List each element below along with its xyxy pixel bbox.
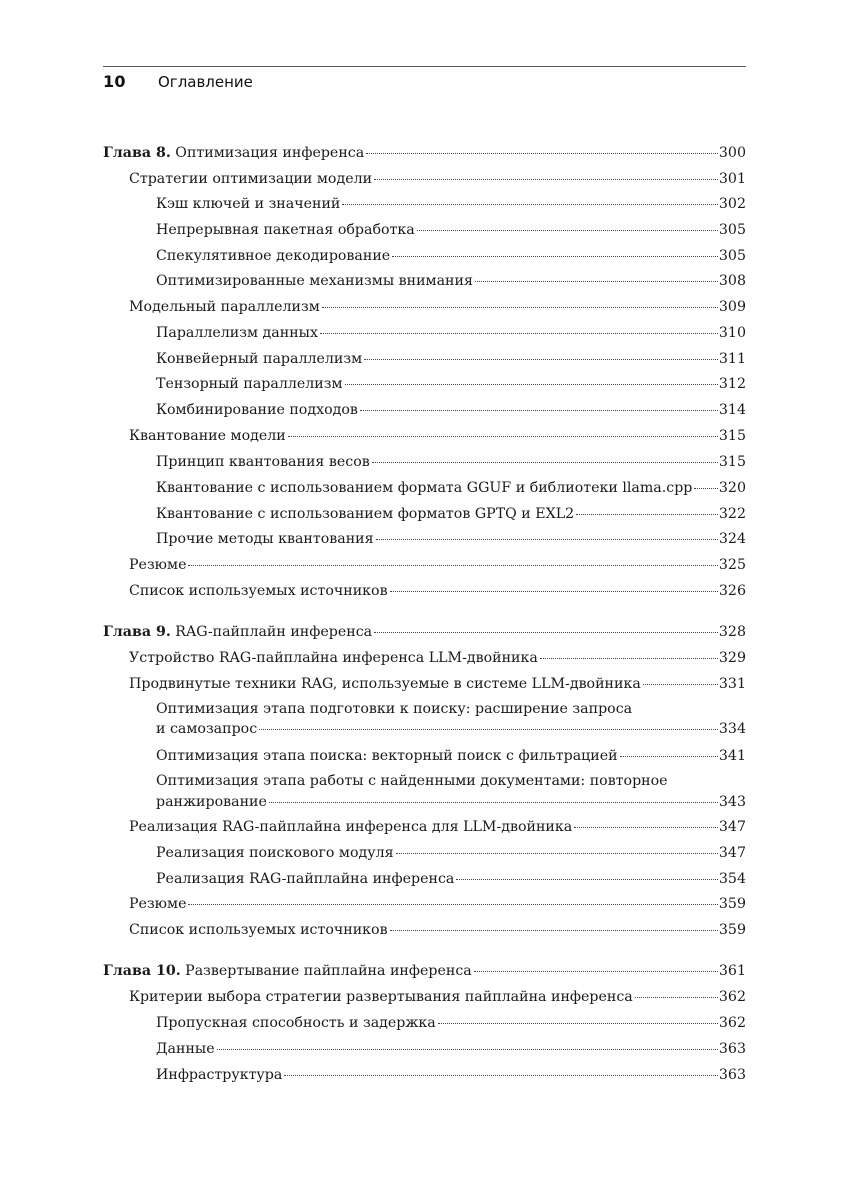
toc-entry-title-line1: Оптимизация этапа работы с найденными документами: повторное [156, 773, 668, 789]
toc-page-number: 328 [718, 624, 746, 640]
dot-leader [188, 565, 717, 566]
dot-leader [284, 1075, 718, 1076]
toc-entry-title: Квантование с использованием формата GGUF и библиотеки llama.cpp [156, 480, 693, 496]
toc-page-number: 311 [718, 351, 746, 367]
dot-leader [475, 281, 718, 282]
toc-page-number: 362 [718, 989, 746, 1005]
toc-entry-title: Реализация RAG-пайплайна инференса для LLM-двойника [129, 819, 573, 835]
dot-leader [417, 230, 718, 231]
toc-entry-title: Резюме [129, 896, 187, 912]
toc-entry-heading [103, 623, 372, 641]
toc-page-number: 341 [718, 748, 746, 764]
dot-leader [376, 539, 718, 540]
dot-leader [643, 684, 718, 685]
toc-entry-title: Инфраструктура [156, 1067, 283, 1083]
toc-page-number: 309 [718, 299, 746, 315]
dot-leader [259, 729, 718, 730]
toc-entry-title: Конвейерный параллелизм [156, 351, 363, 367]
toc-entry-title: Реализация RAG-пайплайна инференса [156, 871, 455, 887]
dot-leader [269, 802, 718, 803]
dot-leader [188, 904, 717, 905]
toc-entry-title: Спекулятивное декодирование [156, 248, 391, 264]
running-title: Оглавление [158, 73, 253, 91]
chapter-label: Глава 9. [103, 624, 171, 640]
toc-entry-heading [103, 962, 472, 980]
toc-entry-title: Модельный параллелизм [129, 299, 320, 315]
toc-entry-title-line1: Оптимизация этапа подготовки к поиску: расширение запроса [156, 701, 633, 717]
toc-entry-heading [103, 144, 364, 162]
toc-page-number: 315 [718, 428, 746, 444]
toc-page-number: 326 [718, 583, 746, 599]
toc-page-number: 362 [718, 1015, 746, 1031]
toc-page-number: 315 [718, 454, 746, 470]
dot-leader [374, 632, 718, 633]
dot-leader [217, 1049, 718, 1050]
toc-entry-title: Данные [156, 1041, 215, 1057]
toc-page-number: 314 [718, 402, 746, 418]
dot-leader [320, 333, 718, 334]
toc-entry-title: Реализация поискового модуля [156, 845, 394, 861]
running-header [103, 72, 746, 94]
dot-leader [620, 756, 718, 757]
toc-entry-title: Тензорный параллелизм [156, 376, 343, 392]
toc-page-number: 320 [718, 480, 746, 496]
toc-page-number: 325 [718, 557, 746, 573]
toc-entry-title: Стратегии оптимизации модели [129, 171, 373, 187]
dot-leader [438, 1023, 718, 1024]
page-number: 10 [103, 72, 126, 91]
toc-entry-title: Принцип квантования весов [156, 454, 370, 470]
toc-page-number: 301 [718, 171, 746, 187]
dot-leader [694, 488, 718, 489]
toc-entry-title: Продвинутые техники RAG, используемые в системе LLM-двойника [129, 676, 641, 692]
chapter-title: Развертывание пайплайна инференса [180, 963, 472, 979]
toc-page-number: 343 [718, 794, 746, 810]
dot-leader [540, 658, 718, 659]
dot-leader [322, 307, 718, 308]
toc-page-number: 305 [718, 222, 746, 238]
dot-leader [366, 153, 718, 154]
dot-leader [576, 514, 718, 515]
dot-leader [574, 827, 718, 828]
toc-entry-title: Резюме [129, 557, 187, 573]
dot-leader [288, 436, 718, 437]
toc-entry-title: Оптимизированные механизмы внимания [156, 273, 473, 289]
chapter-title: Оптимизация инференса [170, 145, 365, 161]
toc-page-number: 359 [718, 896, 746, 912]
toc-page-number: 363 [718, 1041, 746, 1057]
toc-page-number: 361 [718, 963, 746, 979]
dot-leader [374, 179, 718, 180]
toc-page-number: 312 [718, 376, 746, 392]
toc-page-number: 331 [718, 676, 746, 692]
dot-leader [635, 997, 718, 998]
dot-leader [360, 410, 718, 411]
dot-leader [456, 879, 718, 880]
dot-leader [372, 462, 718, 463]
toc-entry-title: Список используемых источников [129, 583, 388, 599]
dot-leader [342, 204, 718, 205]
toc-entry-title: Критерии выбора стратегии развертывания пайплайна инференса [129, 989, 633, 1005]
header-rule [103, 66, 746, 67]
toc-page-number: 305 [718, 248, 746, 264]
toc-entry-title: Квантование с использованием форматов GPTQ и EXL2 [156, 506, 575, 522]
toc-entry-title: Квантование модели [129, 428, 286, 444]
toc-entry-title: Кэш ключей и значений [156, 196, 341, 212]
dot-leader [390, 930, 718, 931]
dot-leader [396, 853, 718, 854]
toc-entry-title: Непрерывная пакетная обработка [156, 222, 415, 238]
dot-leader [364, 359, 718, 360]
toc-page-number: 347 [718, 819, 746, 835]
chapter-label: Глава 10. [103, 963, 181, 979]
toc-entry-title: Устройство RAG-пайплайна инференса LLM-двойника [129, 650, 538, 666]
dot-leader [390, 591, 718, 592]
toc-page-number: 302 [718, 196, 746, 212]
chapter-title: RAG-пайплайн инференса [170, 624, 373, 640]
toc-page-number: 310 [718, 325, 746, 341]
toc-page-number: 347 [718, 845, 746, 861]
chapter-label: Глава 8. [103, 145, 171, 161]
toc-entry-title: Пропускная способность и задержка [156, 1015, 436, 1031]
toc-page-number: 322 [718, 506, 746, 522]
dot-leader [474, 971, 718, 972]
toc-page-number: 354 [718, 871, 746, 887]
toc-page-number: 324 [718, 531, 746, 547]
toc-entry-title: Список используемых источников [129, 922, 388, 938]
dot-leader [392, 256, 718, 257]
dot-leader [345, 384, 718, 385]
toc-entry-title: Параллелизм данных [156, 325, 318, 341]
toc-page-number: 329 [718, 650, 746, 666]
toc-page-number: 300 [718, 145, 746, 161]
toc-page-number: 359 [718, 922, 746, 938]
toc-page-number: 363 [718, 1067, 746, 1083]
toc-entry-title: и самозапрос [156, 721, 258, 737]
toc-entry-title: ранжирование [156, 794, 267, 810]
toc-entry-title: Оптимизация этапа поиска: векторный поиск с фильтрацией [156, 748, 618, 764]
toc-page-number: 308 [718, 273, 746, 289]
toc-page-number: 334 [718, 721, 746, 737]
toc-entry-title: Комбинирование подходов [156, 402, 358, 418]
toc-entry-title: Прочие методы квантования [156, 531, 374, 547]
